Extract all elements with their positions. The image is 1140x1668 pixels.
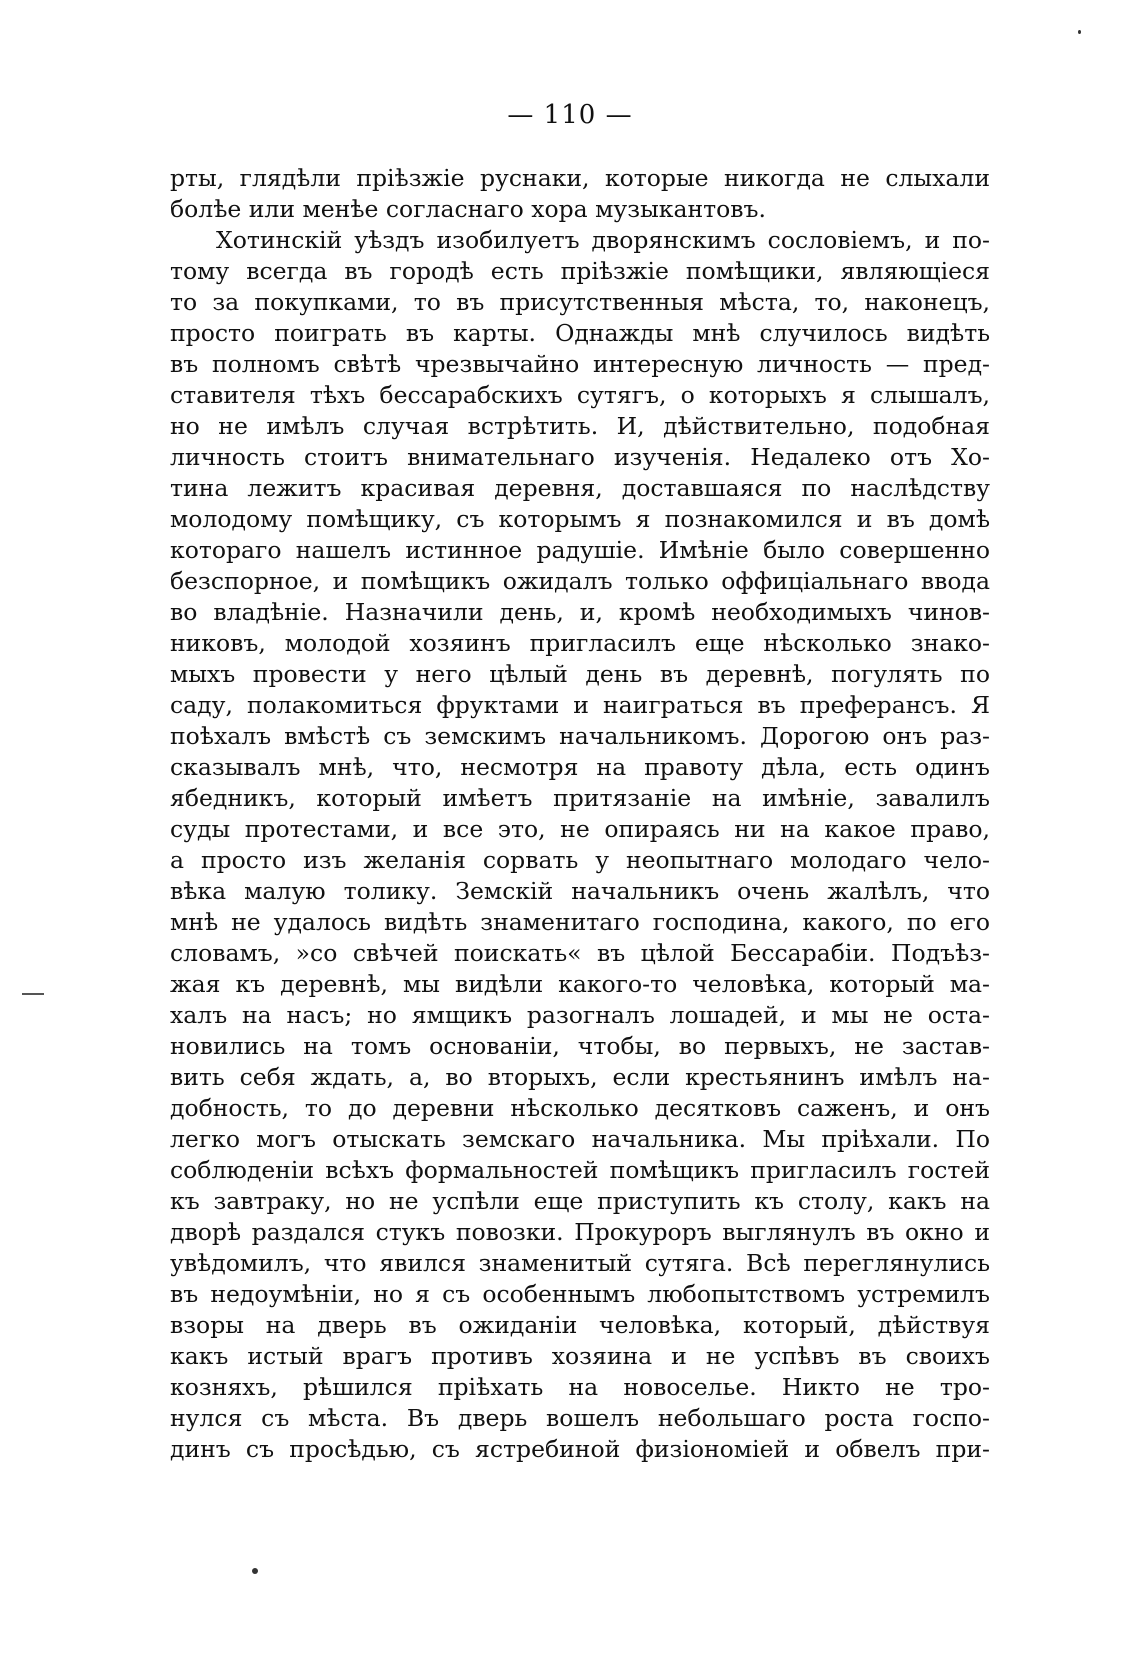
text-line: взоры на дверь въ ожиданіи человѣка, который, дѣйствуя xyxy=(170,1311,990,1339)
ink-speck xyxy=(1078,30,1081,34)
text-line: увѣдомилъ, что явился знаменитый сутяга. Всѣ переглянулись xyxy=(170,1249,990,1277)
text-line: въ полномъ свѣтѣ чрезвычайно интересную личность — пред- xyxy=(170,350,990,378)
text-line: въ недоумѣніи, но я съ особеннымъ любопытствомъ устремилъ xyxy=(170,1280,990,1308)
text-line: безспорное, и помѣщикъ ожидалъ только оффиціальнаго ввода xyxy=(170,567,990,595)
text-line: суды протестами, и все это, не опираясь ни на какое право, xyxy=(170,815,990,843)
margin-mark xyxy=(22,993,44,995)
text-line: Хотинскій уѣздъ изобилуетъ дворянскимъ сословіемъ, и по- xyxy=(216,226,990,254)
text-line: молодому помѣщику, съ которымъ я познакомился и въ домѣ xyxy=(170,505,990,533)
text-line: мыхъ провести у него цѣлый день въ деревнѣ, погулять по xyxy=(170,660,990,688)
text-line: новились на томъ основаніи, чтобы, во первыхъ, не застав- xyxy=(170,1032,990,1060)
text-line: рты, глядѣли пріѣзжіе руснаки, которые никогда не слыхали xyxy=(170,164,990,192)
text-line: тина лежитъ красивая деревня, доставшаяся по наслѣдству xyxy=(170,474,990,502)
text-line: къ завтраку, но не успѣли еще приступить къ столу, какъ на xyxy=(170,1187,990,1215)
text-line: котораго нашелъ истинное радушіе. Имѣніе было совершенно xyxy=(170,536,990,564)
text-line: ставителя тѣхъ бессарабскихъ сутягъ, о которыхъ я слышалъ, xyxy=(170,381,990,409)
text-line: никовъ, молодой хозяинъ пригласилъ еще нѣсколько знако- xyxy=(170,629,990,657)
text-line: соблюденіи всѣхъ формальностей помѣщикъ пригласилъ гостей xyxy=(170,1156,990,1184)
ink-speck xyxy=(252,1568,258,1574)
text-line: нулся съ мѣста. Въ дверь вошелъ небольшаго роста госпо- xyxy=(170,1404,990,1432)
text-line: поѣхалъ вмѣстѣ съ земскимъ начальникомъ. Дорогою онъ раз- xyxy=(170,722,990,750)
text-line: легко могъ отыскать земскаго начальника. Мы пріѣхали. По xyxy=(170,1125,990,1153)
text-line: жая къ деревнѣ, мы видѣли какого-то человѣка, который ма- xyxy=(170,970,990,998)
text-line: мнѣ не удалось видѣть знаменитаго господина, какого, по его xyxy=(170,908,990,936)
text-line: добность, то до деревни нѣсколько десятковъ саженъ, и онъ xyxy=(170,1094,990,1122)
text-line: личность стоитъ внимательнаго изученія. Недалеко отъ Хо- xyxy=(170,443,990,471)
text-line: но не имѣлъ случая встрѣтить. И, дѣйствительно, подобная xyxy=(170,412,990,440)
text-line: какъ истый врагъ противъ хозяина и не успѣвъ въ своихъ xyxy=(170,1342,990,1370)
text-line: словамъ, »со свѣчей поискать« въ цѣлой Бессарабіи. Подъѣз- xyxy=(170,939,990,967)
body-text xyxy=(170,163,990,1465)
page-number: — 110 — xyxy=(507,100,633,130)
text-line: то за покупками, то въ присутственныя мѣста, то, наконецъ, xyxy=(170,288,990,316)
text-line: дворѣ раздался стукъ повозки. Прокуроръ выглянулъ въ окно и xyxy=(170,1218,990,1246)
text-line: во владѣніе. Назначили день, и, кромѣ необходимыхъ чинов- xyxy=(170,598,990,626)
text-line: вить себя ждать, а, во вторыхъ, если крестьянинъ имѣлъ на- xyxy=(170,1063,990,1091)
text-line: ябедникъ, который имѣетъ притязаніе на имѣніе, завалилъ xyxy=(170,784,990,812)
text-line: халъ на насъ; но ямщикъ разогналъ лошадей, и мы не оста- xyxy=(170,1001,990,1029)
text-line: просто поиграть въ карты. Однажды мнѣ случилось видѣть xyxy=(170,319,990,347)
text-line: сказывалъ мнѣ, что, несмотря на правоту дѣла, есть одинъ xyxy=(170,753,990,781)
text-line: тому всегда въ городѣ есть пріѣзжіе помѣщики, являющіеся xyxy=(170,257,990,285)
text-line: болѣе или менѣе согласнаго хора музыкантовъ. xyxy=(170,195,766,223)
text-line: а просто изъ желанія сорвать у неопытнаго молодаго чело- xyxy=(170,846,990,874)
text-line: вѣка малую толику. Земскій начальникъ очень жалѣлъ, что xyxy=(170,877,990,905)
text-line: козняхъ, рѣшился пріѣхать на новоселье. Никто не тро- xyxy=(170,1373,990,1401)
text-line: динъ съ просѣдью, съ ястребиной физіономіей и обвелъ при- xyxy=(170,1435,990,1463)
text-line: саду, полакомиться фруктами и наиграться въ преферансъ. Я xyxy=(170,691,990,719)
